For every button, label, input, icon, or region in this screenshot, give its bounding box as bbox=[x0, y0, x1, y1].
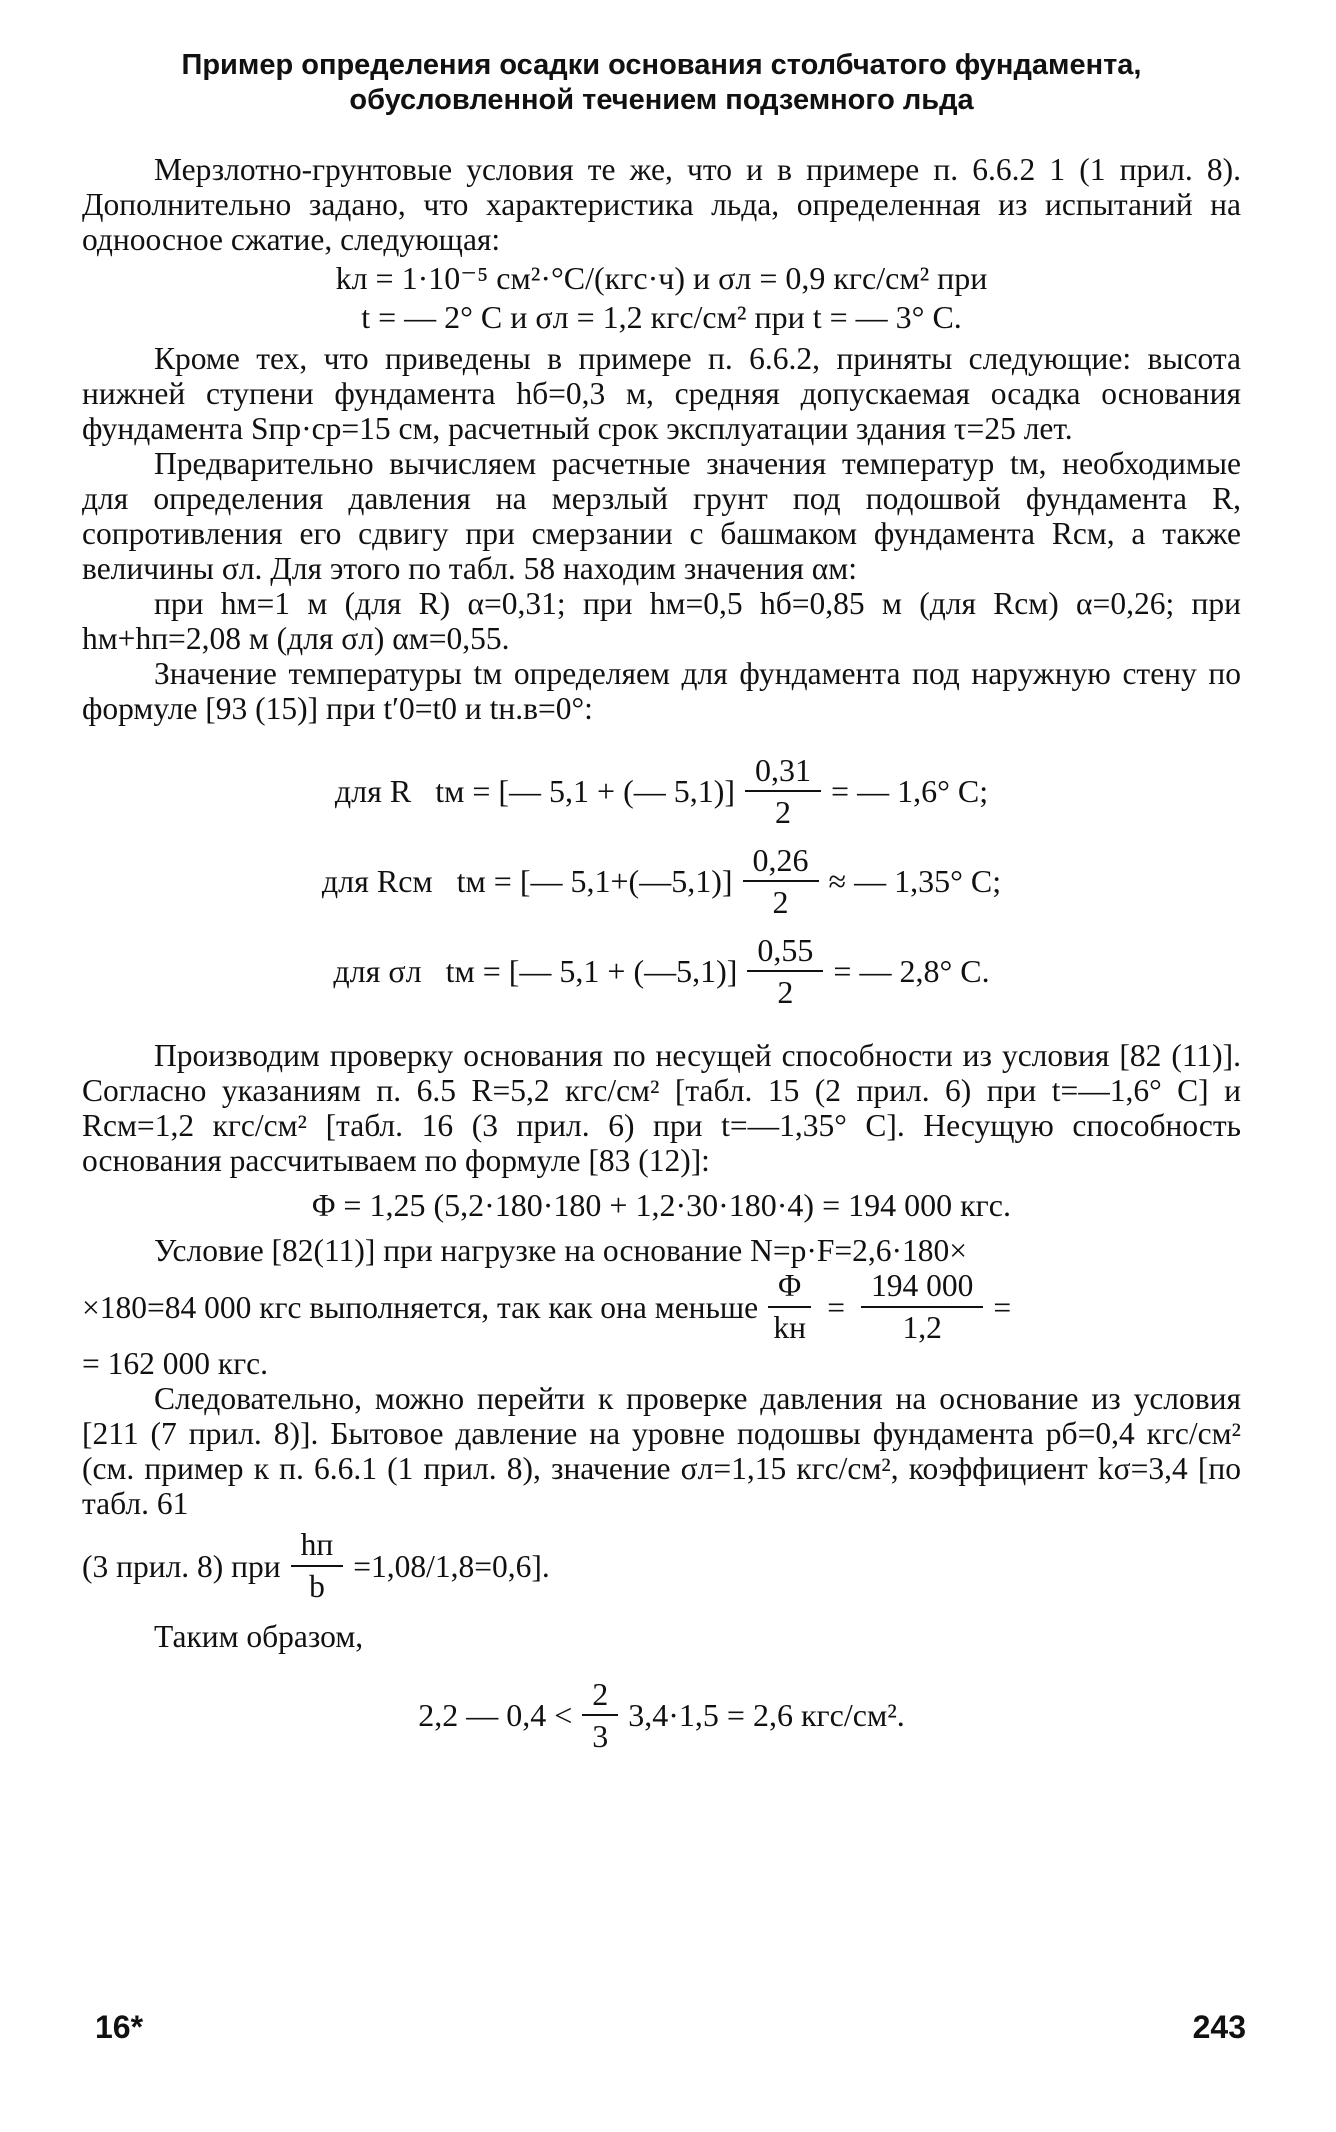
fraction-denominator: 2 bbox=[775, 794, 792, 830]
equation-lhs: tм = [— 5,1 + (—5,1)] bbox=[445, 952, 738, 989]
equation-label: для R bbox=[334, 772, 412, 809]
equation-label: для σл bbox=[333, 952, 422, 989]
paragraph-5: Значение температуры tм определяем для фундамента под наружную стену по формуле [93 (15)] при t′0=t0 и tн.в=0°: bbox=[82, 656, 1241, 726]
fraction-two-thirds bbox=[582, 1676, 618, 1754]
temperature-equations bbox=[82, 752, 1241, 1010]
title-line-2: обусловленной течением подземного льда bbox=[349, 84, 974, 116]
paragraph-7a: Условие [82(11)] при нагрузке на основание N=p·F=2,6·180× bbox=[154, 1233, 967, 1268]
paragraph-4: при hм=1 м (для R) α=0,31; при hм=0,5 hб=0,85 м (для Rсм) α=0,26; при hм+hп=2,08 м (для σл) αм=0,55. bbox=[82, 586, 1241, 656]
fraction-numerator: 0,26 bbox=[743, 842, 819, 882]
equation-row bbox=[82, 842, 1241, 920]
paragraph-7c: = 162 000 кгс. bbox=[82, 1346, 268, 1381]
paragraph-1: Мерзлотно-грунтовые условия те же, что и в примере п. 6.6.2 1 (1 прил. 8). Дополнительно задано, что характеристика льда, определенная из испытаний на одноосное сжатие, следующая: bbox=[82, 152, 1241, 257]
inequality-right: 3,4·1,5 = 2,6 кгс/см². bbox=[628, 1696, 905, 1733]
equation-lhs: tм = [— 5,1+(—5,1)] bbox=[456, 862, 733, 899]
fraction-denominator: 3 bbox=[592, 1718, 609, 1754]
paragraph-7b-text: ×180=84 000 кгс выполняется, так как она меньше bbox=[82, 1289, 759, 1325]
formula-ice-1: kл = 1·10⁻⁵ см²·°С/(кгс·ч) и σл = 0,9 кгс/см² при bbox=[335, 260, 988, 296]
fraction-numerator: 0,55 bbox=[747, 932, 823, 972]
equation-fraction bbox=[743, 842, 819, 920]
fraction-denominator: 1,2 bbox=[902, 1310, 942, 1345]
fraction-numerator: 194 000 bbox=[861, 1268, 983, 1308]
equation-label: для Rсм bbox=[321, 862, 433, 899]
fraction-numerator: 0,31 bbox=[745, 752, 821, 792]
fraction-phi-kn bbox=[768, 1268, 811, 1346]
page-title bbox=[82, 48, 1241, 118]
paragraph-2: Кроме тех, что приведены в примере п. 6.6.2, приняты следующие: высота нижней ступени фундамента hб=0,3 м, средняя допускаемая осадка основания фундамента Sпр·ср=15 см, расчетный срок эксплуатации здания τ=25 лет. bbox=[82, 341, 1241, 446]
equation-row bbox=[82, 932, 1241, 1010]
formula-bearing-capacity: Φ = 1,25 (5,2·180·180 + 1,2·30·180·4) = 194 000 кгс. bbox=[312, 1187, 1011, 1223]
paragraph-8: Следовательно, можно перейти к проверке давления на основание из условия [211 (7 прил. 8)]. Бытовое давление на уровне подошвы фундамента pб=0,4 кгс/см² (см. пример к п. 6.6.1 (1 прил. 8), значение σл=1,15 кгс/см², коэффициент kσ=3,4 [по табл. 61 bbox=[82, 1381, 1241, 1521]
final-inequality bbox=[82, 1676, 1241, 1754]
fraction-194000-12 bbox=[861, 1268, 983, 1346]
equation-rhs: ≈ — 1,35° С; bbox=[828, 862, 1002, 899]
paragraph-8-fraction-line bbox=[82, 1527, 1241, 1605]
page-number: 243 bbox=[1192, 2009, 1246, 2045]
equals-sign: = bbox=[993, 1289, 1012, 1325]
equation-row bbox=[82, 752, 1241, 830]
equation-rhs: = — 2,8° С. bbox=[833, 952, 990, 989]
paragraph-8b-text: (3 прил. 8) при bbox=[82, 1548, 281, 1584]
equals-sign: = bbox=[827, 1289, 845, 1325]
fraction-denominator: 2 bbox=[772, 884, 789, 920]
equation-fraction bbox=[747, 932, 823, 1010]
equation-rhs: = — 1,6° С; bbox=[831, 772, 989, 809]
paragraph-8b-result: =1,08/1,8=0,6]. bbox=[353, 1548, 550, 1584]
fraction-hp-b bbox=[291, 1527, 344, 1605]
page-footer bbox=[95, 2010, 1246, 2045]
equation-fraction bbox=[745, 752, 821, 830]
fraction-numerator: hп bbox=[291, 1527, 344, 1567]
paragraph-9: Таким образом, bbox=[154, 1619, 364, 1654]
paragraph-6: Производим проверку основания по несущей способности из условия [82 (11)]. Согласно указаниям п. 6.5 R=5,2 кгс/см² [табл. 15 (2 прил. 6) при t=—1,6° С] и Rсм=1,2 кгс/см² [табл. 16 (3 прил. 6) при t=—1,35° С]. Несущую способность основания рассчитываем по формуле [83 (12)]: bbox=[82, 1038, 1241, 1178]
fraction-denominator: b bbox=[309, 1569, 325, 1604]
title-line-1: Пример определения осадки основания столбчатого фундамента, bbox=[181, 49, 1142, 81]
inequality-left: 2,2 — 0,4 < bbox=[418, 1696, 573, 1733]
equation-lhs: tм = [— 5,1 + (— 5,1)] bbox=[435, 772, 736, 809]
paragraph-7-fraction-line bbox=[82, 1268, 1241, 1346]
paragraph-3: Предварительно вычисляем расчетные значения температур tм, необходимые для определения давления на мерзлый грунт под подошвой фундамента R, сопротивления его сдвигу при смерзании с башмаком фундамента Rсм, а также величины σл. Для этого по табл. 58 находим значения αм: bbox=[82, 446, 1241, 586]
fraction-numerator: 2 bbox=[582, 1676, 618, 1716]
fraction-numerator: Φ bbox=[768, 1268, 811, 1308]
formula-ice-2: t = — 2° С и σл = 1,2 кгс/см² при t = — 3° С. bbox=[361, 299, 962, 335]
fraction-denominator: kн bbox=[773, 1310, 806, 1345]
signature-mark: 16* bbox=[95, 2009, 144, 2045]
fraction-denominator: 2 bbox=[777, 974, 794, 1010]
